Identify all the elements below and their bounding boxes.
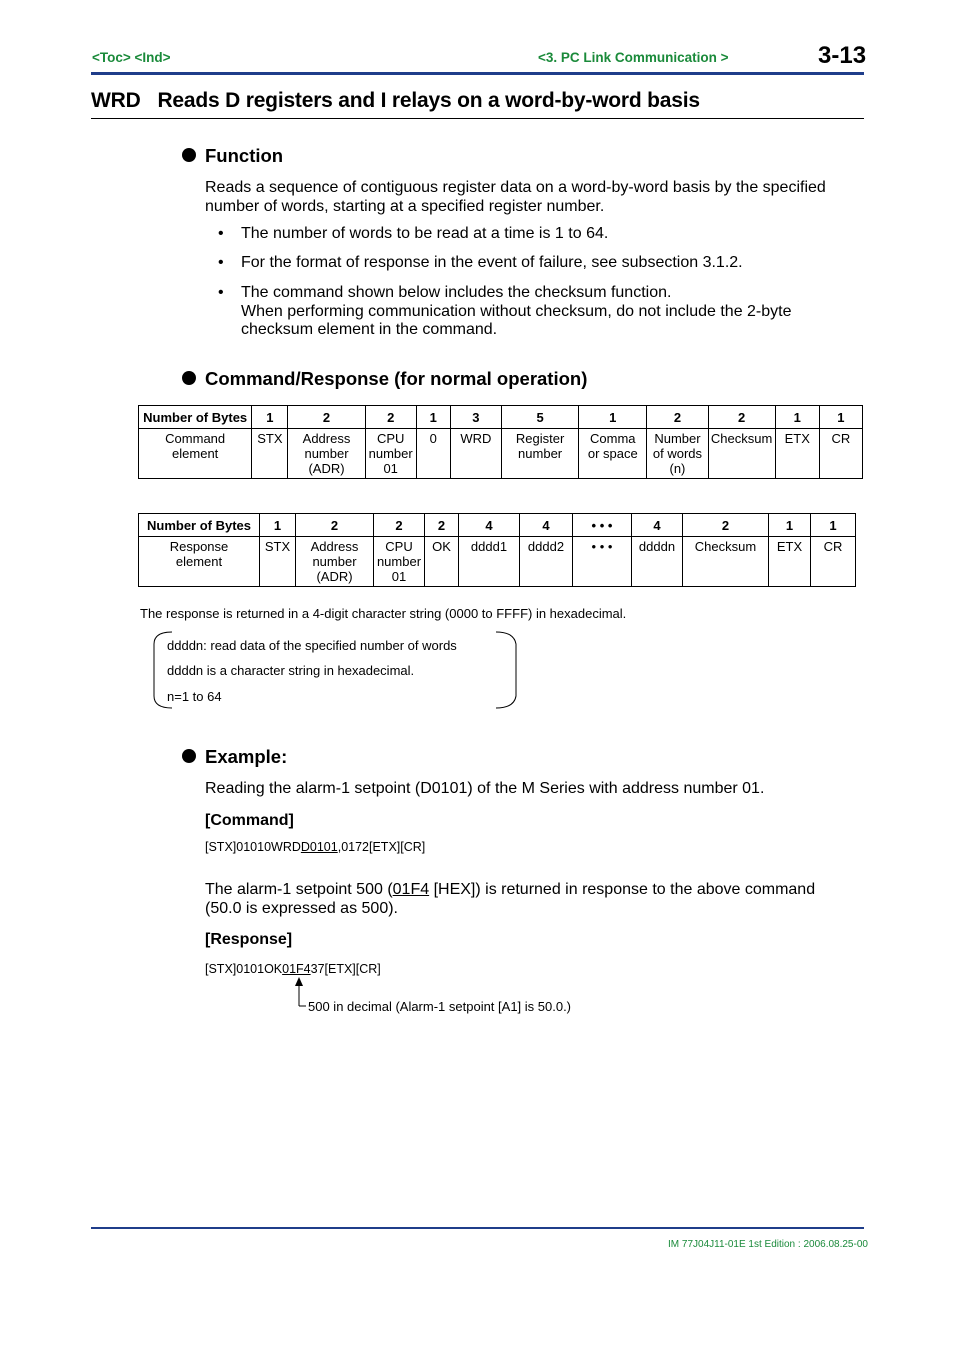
function-bullet-2: • For the format of response in the event of failure, see subsection 3.1.2.: [218, 254, 743, 271]
response_table-element-line: dddd2: [527, 539, 565, 554]
command_table-element-line: Address: [302, 431, 351, 446]
header-rule: [91, 72, 864, 75]
title-rule: [91, 118, 864, 119]
response_table-header-cell: 4: [632, 514, 683, 537]
response-table-header-row: [139, 514, 856, 537]
command_table-element-line: 0: [429, 431, 437, 446]
command-table-header-row: [139, 406, 863, 429]
response-table-element-row: [139, 537, 856, 587]
page-number: 3-13: [818, 42, 867, 69]
response_table-element-cell: [632, 537, 683, 587]
response_table-element-line: STX: [264, 539, 291, 554]
page-title: [91, 89, 700, 113]
response_table-element-cell: [425, 537, 459, 587]
response_table-element-line: 01: [391, 569, 407, 584]
response_table-element-line: element: [175, 554, 223, 569]
command_table-element-cell: [450, 429, 501, 479]
bracket-note-3: n=1 to 64: [167, 689, 222, 704]
command_table-header-cell: 3: [450, 406, 501, 429]
response_table-element-cell: [296, 537, 374, 587]
command_table-element-line: Register: [515, 431, 565, 446]
response_table-header-cell: 1: [260, 514, 296, 537]
response_table-element-line: • • •: [591, 539, 613, 554]
response_table-element-cell: [520, 537, 573, 587]
response_table-element-line: number: [376, 554, 422, 569]
response-string: [STX]0101OK01F437[ETX][CR]: [205, 962, 381, 976]
command_table-element-line: WRD: [460, 431, 492, 446]
command_table-header-cell: 2: [647, 406, 708, 429]
command-table: [138, 405, 863, 479]
title-text: Reads D registers and I relays on a word-by-word basis: [157, 89, 700, 112]
response-label: [Response]: [205, 931, 293, 948]
command_table-element-line: Number: [654, 431, 701, 446]
command_table-element-line: ETX: [784, 431, 810, 446]
response_table-element-cell: [769, 537, 811, 587]
response-note: The response is returned in a 4-digit character string (0000 to FFFF) in hexadecimal.: [140, 606, 627, 621]
response_table-element-line: Response: [169, 539, 229, 554]
command_table-header-cell: 1: [819, 406, 862, 429]
response_table-element-line: CR: [823, 539, 843, 554]
command_table-element-cell: [819, 429, 862, 479]
bullet-circle-icon: [182, 371, 196, 385]
command_table-element-line: Comma: [590, 431, 636, 446]
command_table-header-cell: 2: [288, 406, 365, 429]
response_table-element-line: number: [312, 554, 357, 569]
command_table-element-line: number: [368, 446, 413, 461]
command_table-element-line: (n): [669, 461, 686, 476]
command_table-element-line: or space: [587, 446, 638, 461]
response_table-header-cell: 2: [296, 514, 374, 537]
example-intro: Reading the alarm-1 setpoint (D0101) of the M Series with address number 01.: [205, 780, 765, 797]
response_table-element-cell: [683, 537, 769, 587]
command_table-element-cell: [708, 429, 775, 479]
response_table-element-line: CPU: [385, 539, 413, 554]
command-response-heading: Command/Response (for normal operation): [182, 368, 587, 390]
command-name: WRD: [91, 89, 141, 112]
command-string: [STX]01010WRDD0101,0172[ETX][CR]: [205, 840, 426, 854]
response_table-element-cell: [139, 537, 260, 587]
example-heading: Example:: [182, 746, 287, 768]
command_table-element-line: STX: [257, 431, 283, 446]
command_table-header-cell: Number of Bytes: [139, 406, 252, 429]
response_table-header-cell: 1: [769, 514, 811, 537]
function-paragraph: Reads a sequence of contiguous register data on a word-by-word basis by the specified number of words, starting at a specified register number.: [205, 179, 826, 215]
chapter-link[interactable]: <3. PC Link Communication >: [538, 50, 729, 65]
command_table-element-cell: [579, 429, 647, 479]
response-table: [138, 513, 856, 587]
command_table-header-cell: 1: [775, 406, 819, 429]
command_table-element-cell: [775, 429, 819, 479]
bullet-circle-icon: [182, 749, 196, 763]
response_table-header-cell: • • •: [573, 514, 632, 537]
command_table-element-cell: [416, 429, 450, 479]
footer-document-id: IM 77J04J11-01E 1st Edition : 2006.08.25-00: [668, 1239, 868, 1250]
command_table-element-cell: [288, 429, 365, 479]
footer-rule: [91, 1227, 864, 1229]
response_table-element-cell: [260, 537, 296, 587]
command_table-element-line: (ADR): [308, 461, 345, 476]
response_table-header-cell: 2: [374, 514, 425, 537]
response_table-element-line: Checksum: [694, 539, 757, 554]
response_table-element-line: ddddn: [638, 539, 676, 554]
command_table-header-cell: 2: [708, 406, 775, 429]
function-bullet-1: • The number of words to be read at a time is 1 to 64.: [218, 225, 609, 242]
command-label: [Command]: [205, 812, 294, 829]
example-explanation: The alarm-1 setpoint 500 (01F4 [HEX]) is returned in response to the above command (50.0 is expressed as 500).: [205, 881, 816, 917]
response_table-header-cell: 4: [459, 514, 520, 537]
command_table-header-cell: 1: [252, 406, 288, 429]
response_table-header-cell: 1: [811, 514, 856, 537]
response_table-element-cell: [811, 537, 856, 587]
response_table-element-line: dddd1: [470, 539, 508, 554]
command_table-header-cell: 1: [416, 406, 450, 429]
command_table-element-line: element: [172, 446, 219, 461]
command_table-element-line: Command: [165, 431, 226, 446]
response_table-element-line: (ADR): [316, 569, 353, 584]
response_table-element-line: OK: [432, 539, 451, 554]
command_table-element-line: of words: [652, 446, 703, 461]
response_table-element-line: ETX: [776, 539, 803, 554]
command_table-element-line: number: [518, 446, 563, 461]
command_table-element-line: 01: [383, 461, 398, 476]
response_table-element-cell: [459, 537, 520, 587]
command_table-element-cell: [647, 429, 708, 479]
bracket-note-2: ddddn is a character string in hexadecimal.: [167, 663, 415, 678]
response_table-header-cell: 2: [425, 514, 459, 537]
command_table-element-line: number: [304, 446, 349, 461]
command_table-element-line: CR: [831, 431, 851, 446]
command-table-element-row: [139, 429, 863, 479]
command_table-element-cell: [365, 429, 416, 479]
response_table-element-cell: [374, 537, 425, 587]
response-annotation: 500 in decimal (Alarm-1 setpoint [A1] is 50.0.): [308, 999, 572, 1014]
command_table-header-cell: 5: [501, 406, 578, 429]
command_table-element-cell: [139, 429, 252, 479]
command_table-element-line: Checksum: [710, 431, 773, 446]
command_table-header-cell: 2: [365, 406, 416, 429]
command_table-element-line: CPU: [376, 431, 405, 446]
toc-index-link[interactable]: <Toc> <Ind>: [92, 50, 171, 65]
command_table-header-cell: 1: [579, 406, 647, 429]
function-heading: Function: [182, 145, 283, 167]
response_table-header-cell: 2: [683, 514, 769, 537]
response_table-element-cell: [573, 537, 632, 587]
function-bullet-3: • The command shown below includes the checksum function. When performing communication without checksum, do not include the 2-byte checksum element in the command.: [218, 284, 792, 338]
bullet-circle-icon: [182, 148, 196, 162]
command_table-element-cell: [252, 429, 288, 479]
response_table-header-cell: Number of Bytes: [139, 514, 260, 537]
bracket-note-1: ddddn: read data of the specified number of words: [167, 638, 457, 653]
response_table-element-line: Address: [310, 539, 359, 554]
command_table-element-cell: [501, 429, 578, 479]
response_table-header-cell: 4: [520, 514, 573, 537]
